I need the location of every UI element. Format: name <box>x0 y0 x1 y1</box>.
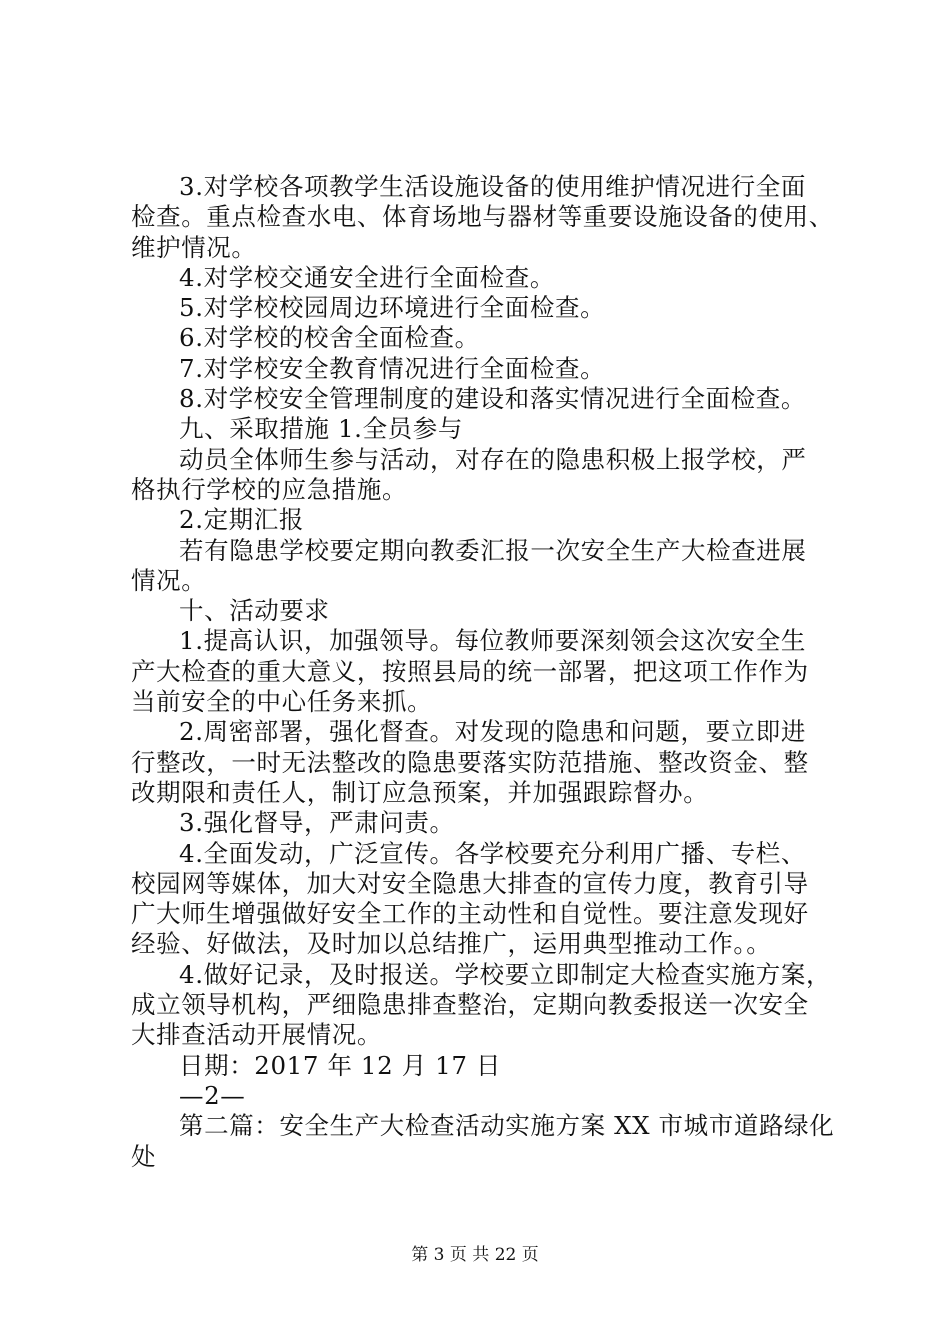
text-line: —2— <box>179 1080 246 1110</box>
text-line: 大排查活动开展情况。 <box>131 1020 382 1050</box>
text-line: 成立领导机构，严细隐患排查整治，定期向教委报送一次安全 <box>131 990 809 1020</box>
text-line: 3.强化督导，严肃问责。 <box>179 808 455 838</box>
text-line: 检查。重点检查水电、体育场地与器材等重要设施设备的使用、 <box>131 202 834 232</box>
text-line: 4.全面发动，广泛宣传。各学校要充分利用广播、专栏、 <box>179 838 806 868</box>
text-line: 若有隐患学校要定期向教委汇报一次安全生产大检查进展 <box>179 535 807 565</box>
text-line: 广大师生增强做好安全工作的主动性和自觉性。要注意发现好 <box>131 899 809 929</box>
text-line: 产大检查的重大意义，按照县局的统一部署，把这项工作作为 <box>131 656 809 686</box>
text-line: 当前安全的中心任务来抓。 <box>131 687 433 717</box>
text-line: 4.对学校交通安全进行全面检查。 <box>179 262 555 292</box>
text-line: 十、活动要求 <box>179 596 330 626</box>
text-line: 6.对学校的校舍全面检查。 <box>179 323 480 353</box>
text-line: 日期：2017 年 12 月 17 日 <box>179 1050 502 1080</box>
text-line: 维护情况。 <box>131 232 257 262</box>
text-line: 2.周密部署，强化督查。对发现的隐患和问题，要立即进 <box>179 717 806 747</box>
text-line: 第二篇：安全生产大检查活动实施方案 XX 市城市道路绿化 <box>179 1111 835 1141</box>
text-line: 情况。 <box>131 565 207 595</box>
text-line: 5.对学校校园周边环境进行全面检查。 <box>179 293 606 323</box>
text-line: 行整改，一时无法整改的隐患要落实防范措施、整改资金、整 <box>131 747 809 777</box>
text-line: 处 <box>131 1141 157 1171</box>
document-body <box>131 172 835 1172</box>
text-line: 格执行学校的应急措施。 <box>131 474 408 504</box>
text-line: 改期限和责任人，制订应急预案，并加强跟踪督办。 <box>131 777 709 807</box>
text-line: 动员全体师生参与活动，对存在的隐患积极上报学校，严 <box>179 444 807 474</box>
page-footer: 第 3 页 共 22 页 <box>411 1245 539 1265</box>
text-line: 校园网等媒体，加大对安全隐患大排查的宣传力度，教育引导 <box>131 868 809 898</box>
text-line: 经验、好做法，及时加以总结推广，运用典型推动工作。。 <box>131 929 772 959</box>
text-line: 7.对学校安全教育情况进行全面检查。 <box>179 353 606 383</box>
text-line: 4.做好记录，及时报送。学校要立即制定大检查实施方案， <box>179 959 832 989</box>
text-line: 九、采取措施 1.全员参与 <box>179 414 463 444</box>
text-line: 8.对学校安全管理制度的建设和落实情况进行全面检查。 <box>179 384 806 414</box>
text-line: 2.定期汇报 <box>179 505 304 535</box>
text-line: 1.提高认识，加强领导。每位教师要深刻领会这次安全生 <box>179 626 806 656</box>
text-line: 3.对学校各项教学生活设施设备的使用维护情况进行全面 <box>179 172 806 201</box>
